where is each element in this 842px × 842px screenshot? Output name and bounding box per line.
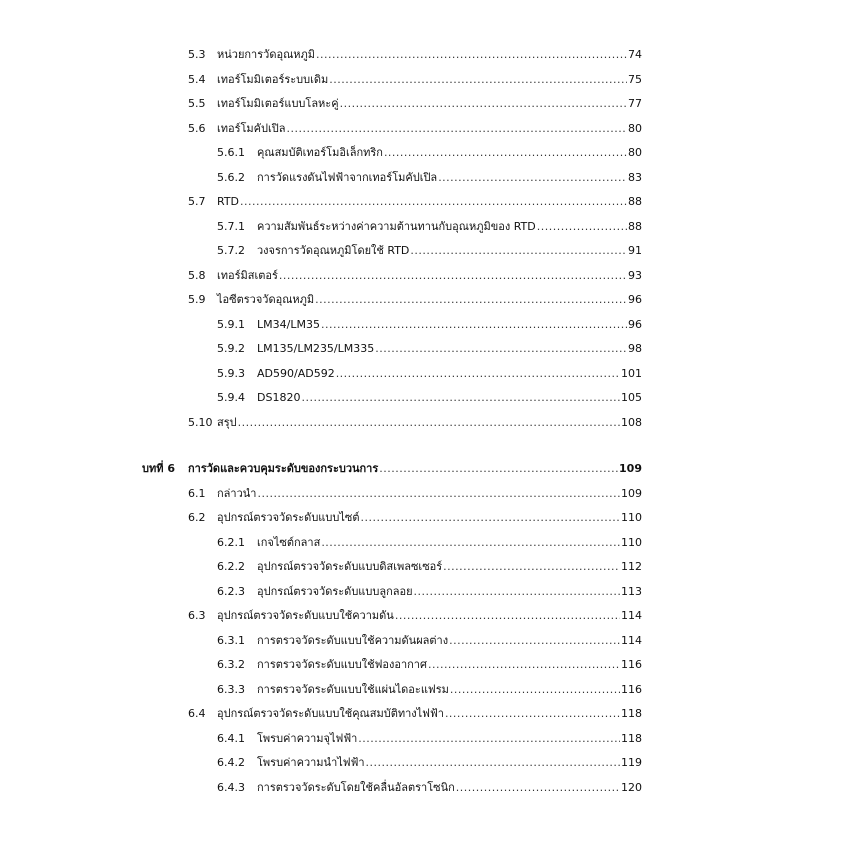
toc-entry-title: เทอร์โมมิเตอร์แบบโลหะคู่ (217, 97, 339, 110)
toc-entry-row (0, 629, 842, 654)
toc-entry-row (0, 313, 842, 338)
dot-leader (456, 776, 620, 801)
toc-entry (257, 337, 642, 362)
toc-entry-title: LM34/LM35 (257, 317, 320, 331)
toc-entry (217, 604, 642, 629)
toc-entry-title: AD590/AD592 (257, 366, 335, 380)
toc-entry-page-number: 74 (628, 48, 642, 61)
toc-entry-row (0, 92, 842, 117)
dot-leader (321, 313, 627, 338)
toc-entry-number: 6.1 (188, 486, 206, 500)
toc-entry (257, 653, 642, 678)
toc-entry-page-number: 77 (628, 97, 642, 110)
dot-leader (287, 117, 627, 142)
toc-entry-page-number: 116 (621, 682, 642, 696)
toc-entry-title: ไอซีตรวจวัดอุณหภูมิ (217, 293, 315, 306)
dot-leader (379, 457, 618, 482)
toc-entry-page-number: 113 (621, 584, 642, 598)
toc-entry-row (0, 555, 842, 580)
dot-leader (450, 678, 620, 703)
toc-entry-number: 6.3.3 (217, 682, 245, 696)
toc-entry-page-number: 120 (621, 780, 642, 794)
toc-entry-row (0, 43, 842, 68)
dot-leader (384, 141, 627, 166)
toc-entry-row (0, 531, 842, 556)
toc-entry-page-number: 80 (628, 146, 642, 159)
toc-entry-row (0, 678, 842, 703)
toc-entry-row (0, 264, 842, 289)
toc-entry (217, 264, 642, 289)
toc-entry-row (0, 141, 842, 166)
toc-entry (257, 751, 642, 776)
toc-entry-row (0, 190, 842, 215)
toc-entry-title: คุณสมบัติเทอร์โมอิเล็กทริก (257, 146, 383, 159)
toc-entry-title: การตรวจวัดระดับแบบใช้แผ่นไดอะแฟรม (257, 682, 449, 696)
dot-leader (329, 68, 627, 93)
toc-entry-title: การวัดและควบคุมระดับของกระบวนการ (188, 462, 379, 475)
dot-leader (410, 239, 627, 264)
toc-entry-row (0, 386, 842, 411)
dot-leader (336, 362, 620, 387)
toc-entry-number: 5.9.1 (217, 317, 245, 331)
toc-entry (257, 580, 642, 605)
toc-entry (217, 92, 642, 117)
toc-entry (217, 288, 642, 313)
toc-chapter-row (0, 457, 842, 482)
toc-entry-page-number: 114 (621, 609, 642, 622)
toc-entry-number: 6.4 (188, 707, 206, 720)
toc-entry-page-number: 98 (628, 342, 642, 355)
toc-entry (217, 117, 642, 142)
dot-leader (340, 92, 627, 117)
toc-entry-row (0, 580, 842, 605)
toc-entry-number: 5.7 (188, 195, 206, 208)
toc-entry-row (0, 288, 842, 313)
toc-entry-number: บทที่ 6 (142, 462, 175, 475)
toc-entry-row (0, 215, 842, 240)
toc-entry-title: DS1820 (257, 391, 301, 404)
toc-entry-number: 6.3.2 (217, 658, 245, 671)
toc-entry-number: 6.3.1 (217, 633, 245, 647)
toc-entry (257, 239, 642, 264)
toc-entry-page-number: 88 (628, 219, 642, 233)
toc-entry (257, 555, 642, 580)
toc-entry-number: 5.4 (188, 72, 206, 86)
toc-entry-number: 5.7.1 (217, 219, 245, 233)
dot-leader (316, 43, 627, 68)
toc-entry-title: หน่วยการวัดอุณหภูมิ (217, 48, 316, 61)
toc-entry-page-number: 114 (621, 633, 642, 647)
toc-entry-title: การตรวจวัดระดับแบบใช้ความดันผลต่าง (257, 633, 449, 647)
toc-entry-row (0, 68, 842, 93)
toc-entry (257, 776, 642, 801)
toc-entry-number: 5.9.4 (217, 391, 245, 404)
toc-entry (257, 678, 642, 703)
toc-entry-title: อุปกรณ์ตรวจวัดระดับแบบลูกลอย (257, 584, 413, 598)
dot-leader (445, 702, 620, 727)
toc-entry-title: อุปกรณ์ตรวจวัดระดับแบบใช้คุณสมบัติทางไฟฟ้า (217, 707, 444, 720)
toc-entry-row (0, 411, 842, 436)
toc-entry-title: การตรวจวัดระดับโดยใช้คลื่นอัลตราโซนิก (257, 780, 455, 794)
toc-entry (217, 411, 642, 436)
toc-entry-number: 6.2.2 (217, 560, 245, 573)
toc-entry (217, 482, 642, 507)
dot-leader (240, 190, 627, 215)
toc-entry-title: สรุป (217, 415, 237, 429)
toc-entry-number: 5.5 (188, 97, 206, 110)
toc-entry-page-number: 109 (621, 486, 642, 500)
toc-entry-title: โพรบค่าความจุไฟฟ้า (257, 731, 358, 745)
toc-entry-row (0, 776, 842, 801)
toc-entry-page-number: 80 (628, 121, 642, 135)
toc-entry (217, 43, 642, 68)
toc-entry-title: ความสัมพันธ์ระหว่างค่าความต้านทานกับอุณหภูมิของ RTD (257, 219, 536, 233)
toc-entry-title: เทอร์มิสเตอร์ (217, 268, 278, 282)
toc-entry (257, 215, 642, 240)
toc-entry (257, 629, 642, 654)
toc-entry (257, 313, 642, 338)
toc-entry-page-number: 110 (621, 535, 642, 549)
toc-entry-title: อุปกรณ์ตรวจวัดระดับแบบไซต์ (217, 511, 360, 524)
toc-entry (257, 727, 642, 752)
toc-entry (257, 386, 642, 411)
dot-leader (375, 337, 627, 362)
dot-leader (395, 604, 620, 629)
toc-entry-number: 5.9.2 (217, 342, 245, 355)
toc-entry (257, 531, 642, 556)
dot-leader (361, 506, 621, 531)
toc-entry-title: โพรบค่าความนำไฟฟ้า (257, 756, 365, 769)
toc-entry-page-number: 110 (621, 511, 642, 524)
toc-entry-page-number: 105 (621, 391, 642, 404)
dot-leader (238, 411, 620, 436)
toc-entry-title: อุปกรณ์ตรวจวัดระดับแบบใช้ความดัน (217, 609, 394, 622)
toc-entry-title: เกจไซต์กลาส (257, 535, 321, 549)
toc-entry-number: 5.3 (188, 48, 206, 61)
toc-entry-row (0, 166, 842, 191)
toc-entry-row (0, 751, 842, 776)
toc-entry-row (0, 506, 842, 531)
toc-entry-page-number: 108 (621, 415, 642, 429)
toc-entry-number: 5.6.2 (217, 170, 245, 184)
table-of-contents (0, 43, 842, 800)
toc-entry-row (0, 239, 842, 264)
toc-entry (188, 457, 642, 482)
toc-entry-page-number: 83 (628, 170, 642, 184)
toc-entry-page-number: 88 (628, 195, 642, 208)
toc-entry-number: 5.10 (188, 415, 213, 429)
toc-entry-number: 6.2.1 (217, 535, 245, 549)
dot-leader (321, 531, 620, 556)
toc-entry-number: 5.8 (188, 268, 206, 282)
toc-entry-number: 6.3 (188, 609, 206, 622)
toc-entry-number: 6.2 (188, 511, 206, 524)
toc-entry-title: การวัดแรงดันไฟฟ้าจากเทอร์โมคัปเปิล (257, 170, 438, 184)
toc-entry (217, 190, 642, 215)
dot-leader (315, 288, 627, 313)
dot-leader (428, 653, 620, 678)
toc-entry-row (0, 653, 842, 678)
toc-entry-row (0, 727, 842, 752)
dot-leader (537, 215, 627, 240)
toc-entry-page-number: 119 (621, 756, 642, 769)
toc-entry-number: 5.6 (188, 121, 206, 135)
toc-entry (257, 166, 642, 191)
toc-entry-page-number: 91 (628, 244, 642, 257)
toc-entry-page-number: 75 (628, 72, 642, 86)
toc-entry-page-number: 109 (619, 462, 642, 475)
dot-leader (438, 166, 627, 191)
dot-leader (279, 264, 627, 289)
toc-entry (217, 68, 642, 93)
toc-entry-title: อุปกรณ์ตรวจวัดระดับแบบดิสเพลซเซอร์ (257, 560, 443, 573)
toc-entry-title: เทอร์โมคัปเปิล (217, 121, 286, 135)
toc-entry-row (0, 604, 842, 629)
toc-entry-title: RTD (217, 195, 240, 208)
toc-entry-row (0, 362, 842, 387)
toc-entry-title: การตรวจวัดระดับแบบใช้ฟองอากาศ (257, 658, 427, 671)
toc-entry-title: วงจรการวัดอุณหภูมิโดยใช้ RTD (257, 244, 410, 257)
toc-entry-number: 5.9 (188, 293, 206, 306)
toc-entry-row (0, 117, 842, 142)
toc-entry-number: 6.4.2 (217, 756, 245, 769)
dot-leader (301, 386, 620, 411)
dot-leader (443, 555, 620, 580)
toc-entry-row (0, 337, 842, 362)
toc-entry (217, 506, 642, 531)
toc-entry-page-number: 96 (628, 293, 642, 306)
toc-entry-title: กล่าวนำ (217, 486, 257, 500)
toc-entry-row (0, 482, 842, 507)
toc-entry-number: 6.4.3 (217, 780, 245, 794)
toc-entry-number: 5.6.1 (217, 146, 245, 159)
toc-entry-title: LM135/LM235/LM335 (257, 342, 375, 355)
dot-leader (257, 482, 620, 507)
dot-leader (414, 580, 620, 605)
toc-entry-number: 5.7.2 (217, 244, 245, 257)
dot-leader (366, 751, 620, 776)
toc-entry-page-number: 96 (628, 317, 642, 331)
toc-entry-row (0, 702, 842, 727)
toc-entry-page-number: 118 (621, 707, 642, 720)
toc-entry-number: 6.2.3 (217, 584, 245, 598)
toc-entry (257, 362, 642, 387)
toc-entry-page-number: 112 (621, 560, 642, 573)
toc-entry-number: 6.4.1 (217, 731, 245, 745)
toc-entry-page-number: 118 (621, 731, 642, 745)
toc-entry (257, 141, 642, 166)
dot-leader (449, 629, 620, 654)
toc-entry (217, 702, 642, 727)
toc-entry-page-number: 93 (628, 268, 642, 282)
toc-entry-title: เทอร์โมมิเตอร์ระบบเดิม (217, 72, 329, 86)
dot-leader (358, 727, 620, 752)
toc-entry-page-number: 101 (621, 366, 642, 380)
toc-entry-page-number: 116 (621, 658, 642, 671)
toc-entry-number: 5.9.3 (217, 366, 245, 380)
